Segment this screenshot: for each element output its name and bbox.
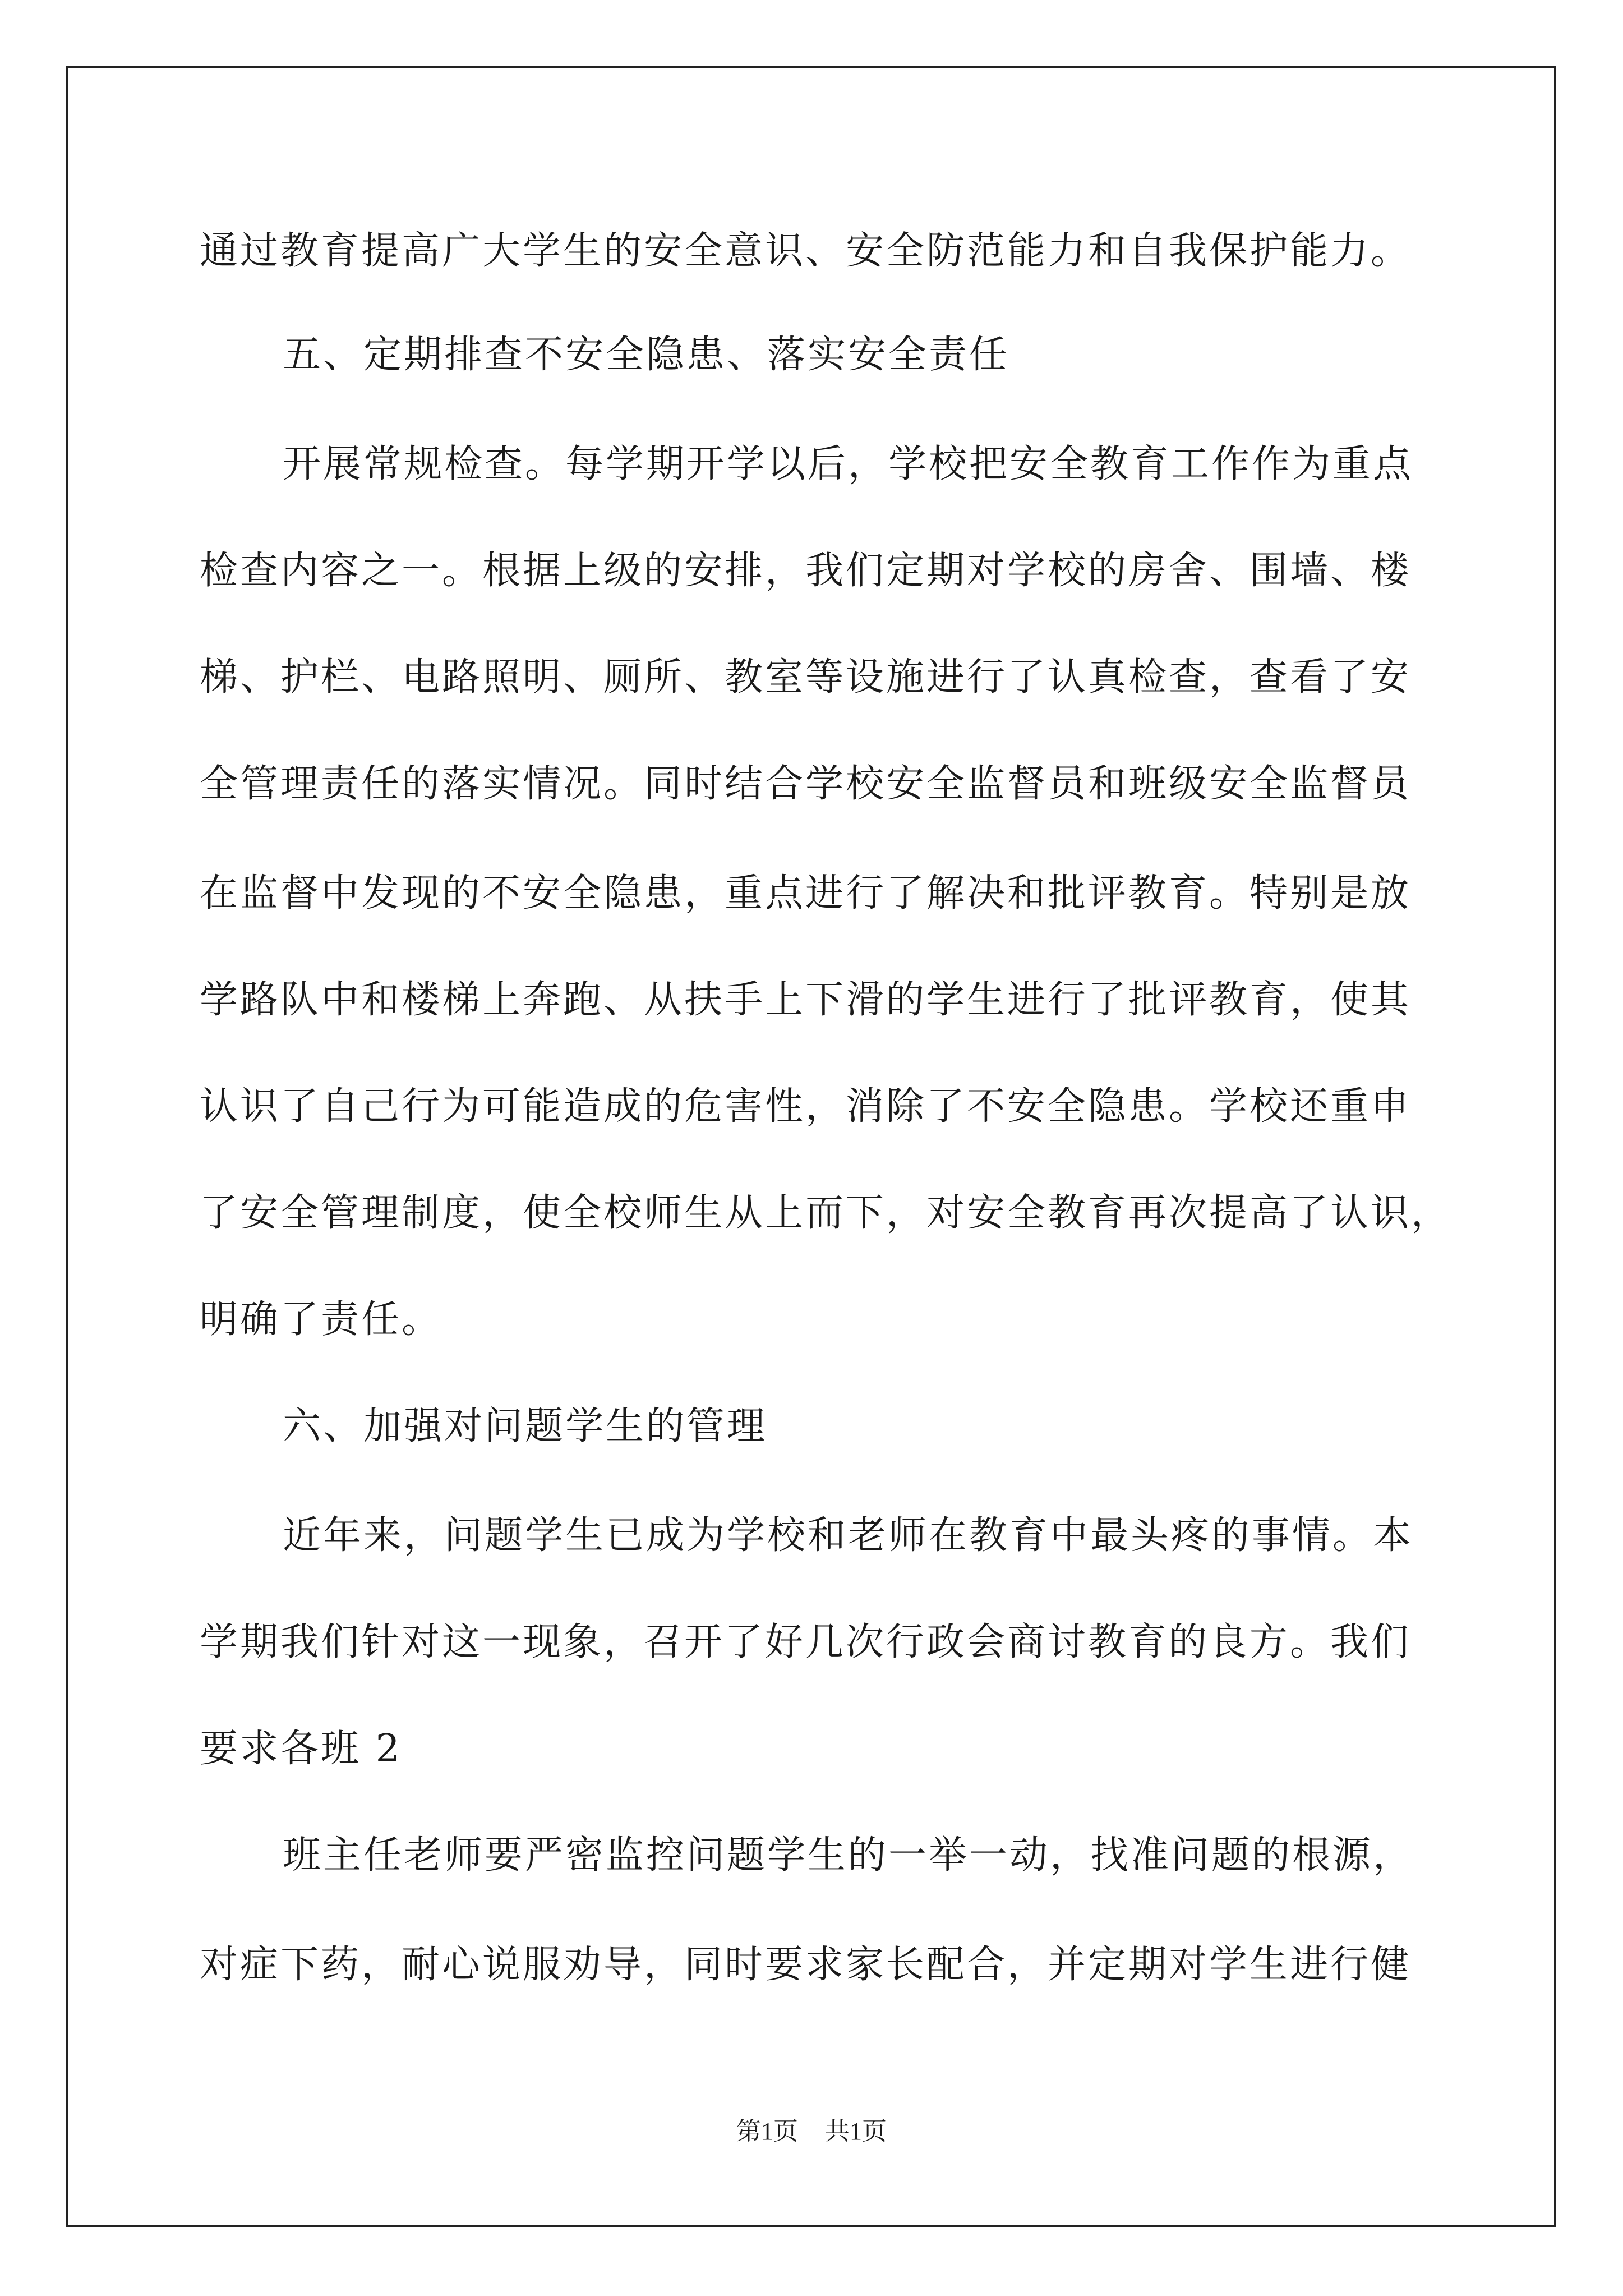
text-line: 班主任老师要严密监控问题学生的一举一动，找准问题的根源， bbox=[283, 1833, 1414, 1878]
text-line: 梯、护栏、电路照明、厕所、教室等设施进行了认真检查，查看了安 bbox=[200, 655, 1412, 700]
text-line: 学路队中和楼梯上奔跑、从扶手上下滑的学生进行了批评教育，使其 bbox=[200, 978, 1412, 1022]
text-line: 认识了自己行为可能造成的危害性，消除了不安全隐患。学校还重申 bbox=[200, 1084, 1412, 1129]
text-line: 近年来，问题学生已成为学校和老师在教育中最头疼的事情。本 bbox=[283, 1513, 1414, 1558]
page-border bbox=[66, 66, 1556, 2227]
page-number: 第1页 bbox=[736, 2118, 798, 2145]
text-line: 检查内容之一。根据上级的安排，我们定期对学校的房舍、围墙、楼 bbox=[200, 549, 1412, 593]
text-line: 对症下药，耐心说服劝导，同时要求家长配合，并定期对学生进行健 bbox=[200, 1943, 1412, 1987]
text-line: 全管理责任的落实情况。同时结合学校安全监督员和班级安全监督员 bbox=[200, 762, 1412, 806]
page-total: 共1页 bbox=[825, 2118, 887, 2145]
text-line: 要求各班 2 bbox=[200, 1727, 402, 1771]
text-line: 在监督中发现的不安全隐患，重点进行了解决和批评教育。特别是放 bbox=[200, 871, 1412, 915]
text-line: 学期我们针对这一现象，召开了好几次行政会商讨教育的良方。我们 bbox=[200, 1620, 1412, 1664]
text-line: 开展常规检查。每学期开学以后，学校把安全教育工作作为重点 bbox=[283, 442, 1414, 486]
text-line: 通过教育提高广大学生的安全意识、安全防范能力和自我保护能力。 bbox=[200, 229, 1412, 273]
text-line: 了安全管理制度，使全校师生从上而下，对安全教育再次提高了认识， bbox=[200, 1191, 1452, 1235]
text-line: 明确了责任。 bbox=[200, 1297, 442, 1342]
page-footer bbox=[0, 2115, 1623, 2148]
section-heading: 五、定期排查不安全隐患、落实安全责任 bbox=[283, 333, 1010, 377]
section-heading: 六、加强对问题学生的管理 bbox=[283, 1404, 768, 1448]
